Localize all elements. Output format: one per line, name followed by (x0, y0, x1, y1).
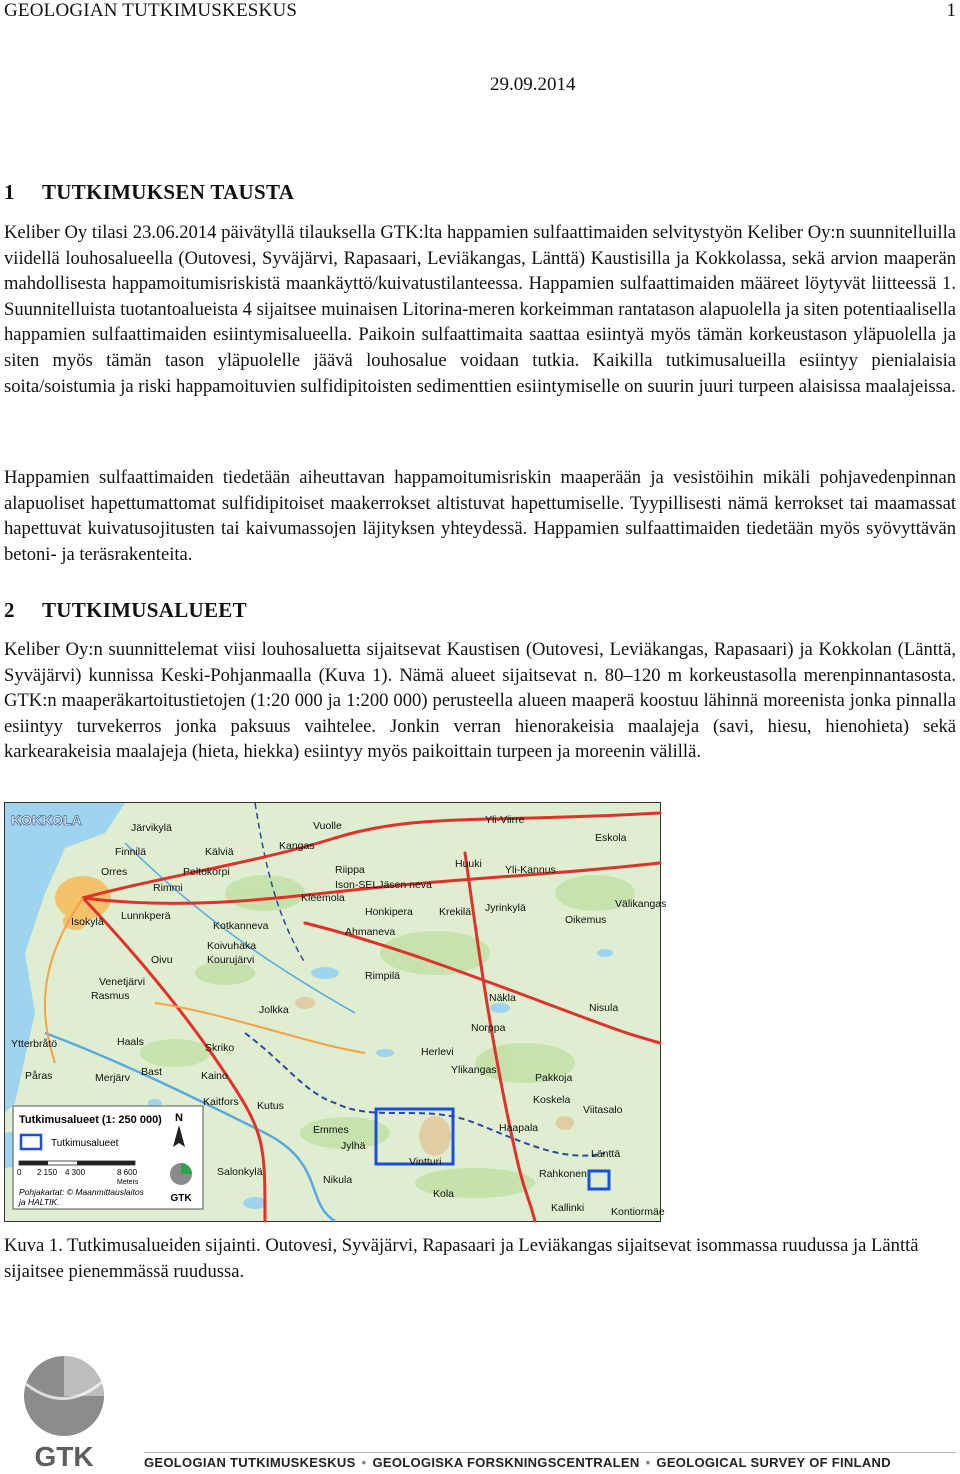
scale-unit: Meters (117, 1179, 139, 1186)
place-label: Kälviä (205, 846, 234, 858)
scale-label-3: 8 600 (117, 1168, 138, 1177)
place-label: Rasmus (91, 990, 130, 1002)
place-label: Rimpilä (365, 970, 401, 982)
place-label: Jyrinkylä (485, 902, 526, 914)
gtk-logo (22, 1354, 106, 1472)
credit-line1: Pohjakartat: © Maanmittauslaitos (19, 1187, 144, 1197)
place-label: Kaino (201, 1070, 228, 1082)
place-label: Ahmaneva (345, 926, 396, 938)
location-map (4, 802, 667, 1222)
place-label: Viitasalo (583, 1104, 623, 1116)
place-label: Rimmi (153, 882, 183, 894)
section2-number: 2 (4, 598, 15, 622)
place-label: Peltokorpi (183, 866, 230, 878)
map-drawing (5, 803, 667, 1221)
credit-line2: ja HALTIK. (19, 1197, 60, 1207)
place-label: Isokylä (71, 916, 104, 928)
section1-heading (4, 180, 294, 205)
place-label: Salonkylä (217, 1166, 263, 1178)
place-label: Krekilä (439, 906, 472, 918)
footer-item-fi: GEOLOGIAN TUTKIMUSKESKUS (144, 1455, 356, 1470)
section2-paragraph1: Keliber Oy:n suunnittelemat viisi louhosaluetta sijaitsevat Kaustisen (Outovesi, Leviäkangas, Rapasaari) ja Kokkolan (Länttä, Syväjärvi) kunnissa Keski-Pohjanmaalla (Kuva 1). Nämä alueet sijaitsevat n. 80–120 m korkeustasolla merenpinnantasosta. GTK:n maaperäkartoitustietojen (1:20 000 ja 1:200 000) perusteella alueen maaperä koostuu lähinnä moreenista jonka pinnalla esiintyy turvekerros jonka paksuus vaihtelee. Jonkin verran hienorakeisia maalajeja (savi, hiesu, hienohieta) sekä karkearakeisia maalajeja (hieta, hiekka) esiintyy myös paikoittain turpeen ja moreenin välillä. (4, 639, 956, 763)
map-legend (13, 1106, 203, 1209)
place-label: Kleemola (301, 892, 345, 904)
place-label: Kangas (279, 840, 315, 852)
place-label: Kallinki (551, 1202, 585, 1214)
place-label: Nikula (323, 1174, 353, 1186)
place-label: Merjärv (95, 1072, 131, 1084)
place-label: Kutus (257, 1100, 284, 1112)
place-label: Välikangas (615, 898, 667, 910)
place-label: Eskola (595, 832, 627, 844)
place-label: Vintturi (409, 1156, 442, 1168)
place-label: Påras (25, 1070, 53, 1082)
place-label: Yli-Viirre (485, 814, 525, 826)
north-label: N (175, 1112, 183, 1124)
section1-paragraph1: Keliber Oy tilasi 23.06.2014 päivätyllä tilauksella GTK:lta happamien sulfaattimaiden selvitystyön Keliber Oy:n suunnitelluilla viidellä louhosalueella (Outovesi, Syväjärvi, Rapasaari, Leviäkangas, Länttä) Kaustisilla ja Kokkolassa, sekä arvion maaperän mahdollisesta happamoitumisriskistä maankäyttö/kuivatustilanteessa. Happamien sulfaattimaiden määreet löytyvät liitteessä 1. Suunnitelluista tuotantoalueista 4 sijaitsee muinaisen Litorina-meren korkeimman rantatason alapuolella ja siten potentiaalisella happamien sulfaattimaiden esiintymisalueella. Paikoin sulfaattimaita saattaa esiintyä myös tämän korkeustason yläpuolella ja siten myös tämän tason yläpuolelle jäävä louhosalue voidaan tutkia. Kaikilla tutkimusalueilla esiintyy pienialaisia soita/soistumia ja riski happamoituvien sulfidipitoisten sedimenttien esiintymiselle on suurin juuri turpeen alaisissa maalajeissa. (4, 222, 956, 397)
place-label: Koivuhaka (207, 940, 257, 952)
place-label: Yli-Kannus (505, 864, 556, 876)
place-label: Länttä (591, 1148, 621, 1160)
section1-paragraph2: Happamien sulfaattimaiden tiedetään aiheuttavan happamoitumisriskin maaperään ja vesistöihin mikäli pohjavedenpinnan alapuoliset hapettumattomat sulfidipitoiset maakerrokset altistuvat hapettumiselle. Tyypillisesti nämä kerrokset tai maamassat hapettuvat kuivatusojitusten tai kaivumassojen läjityksen yhteydessä. Happamien sulfaattimaiden tiedetään myös syövyttävän betoni- ja teräsrakenteita. (4, 467, 956, 565)
legend-gtk-text: GTK (170, 1193, 192, 1204)
place-label: Haals (117, 1036, 144, 1048)
place-label: Honkipera (365, 906, 413, 918)
place-label: Norppa (471, 1022, 506, 1034)
place-label: Kotkanneva (213, 920, 269, 932)
logo-text: GTK (34, 1441, 94, 1472)
place-label: Emmes (313, 1124, 349, 1136)
place-label: Kola (433, 1188, 455, 1200)
place-label: Bast (141, 1066, 163, 1078)
place-label: Koskela (533, 1094, 571, 1106)
place-label: Haapala (499, 1122, 539, 1134)
scale-bar (19, 1161, 135, 1165)
place-label: Nisula (589, 1002, 619, 1014)
place-label: Kontiormäe (611, 1206, 665, 1218)
place-label: Kaitfors (203, 1096, 239, 1108)
footer-item-en: GEOLOGICAL SURVEY OF FINLAND (656, 1455, 891, 1470)
section1-number: 1 (4, 180, 15, 204)
place-label: Skriko (205, 1042, 235, 1054)
scale-label-1: 2 150 (37, 1168, 58, 1177)
place-label: Vuolle (313, 820, 342, 832)
section2-heading (4, 598, 247, 623)
place-label: Huuki (455, 858, 482, 870)
place-label: Orres (101, 866, 128, 878)
header-org: GEOLOGIAN TUTKIMUSKESKUS (4, 0, 298, 21)
legend-title: Tutkimusalueet (1: 250 000) (19, 1114, 162, 1126)
place-label: Kourujärvi (207, 954, 255, 966)
place-label: Jylhä (341, 1140, 366, 1152)
legend-item: Tutkimusalueet (51, 1138, 119, 1149)
footer-org-names: GEOLOGIAN TUTKIMUSKESKUS • GEOLOGISKA FORSKNINGSCENTRALEN • GEOLOGICAL SURVEY OF FINLAND (144, 1452, 956, 1471)
place-label: Riippa (335, 864, 365, 876)
page-number: 1 (946, 0, 956, 21)
document-date: 29.09.2014 (490, 74, 576, 95)
place-label: Venetjärvi (99, 976, 146, 988)
section1-title: TUTKIMUKSEN TAUSTA (42, 180, 295, 204)
place-label: Ytterbråtö (11, 1038, 58, 1050)
place-label: KOKKOLA (11, 812, 82, 828)
section2-title: TUTKIMUSALUEET (42, 598, 247, 622)
place-label: Rahkonen (539, 1168, 587, 1180)
place-label: Jolkka (259, 1004, 289, 1016)
place-label: Oivu (151, 954, 173, 966)
figure-caption: Kuva 1. Tutkimusalueiden sijainti. Outovesi, Syväjärvi, Rapasaari ja Leviäkangas sijaitsevat isommassa ruudussa ja Länttä sijaitsee pienemmässä ruudussa. (4, 1235, 919, 1282)
place-label: Järvikylä (131, 822, 172, 834)
place-label: Lunnkperä (121, 910, 171, 922)
place-label: Ison-SELJäsen neva (335, 879, 432, 891)
place-label: Pakkoja (535, 1072, 573, 1084)
scale-label-0: 0 (17, 1168, 22, 1177)
place-label: Näkla (489, 992, 516, 1004)
place-label: Ylikangas (451, 1064, 497, 1076)
place-label: Oikemus (565, 914, 607, 926)
place-label: Herlevi (421, 1046, 454, 1058)
place-label: Finnilä (115, 846, 146, 858)
footer-item-sv: GEOLOGISKA FORSKNINGSCENTRALEN (372, 1455, 640, 1470)
scale-label-2: 4 300 (65, 1168, 86, 1177)
